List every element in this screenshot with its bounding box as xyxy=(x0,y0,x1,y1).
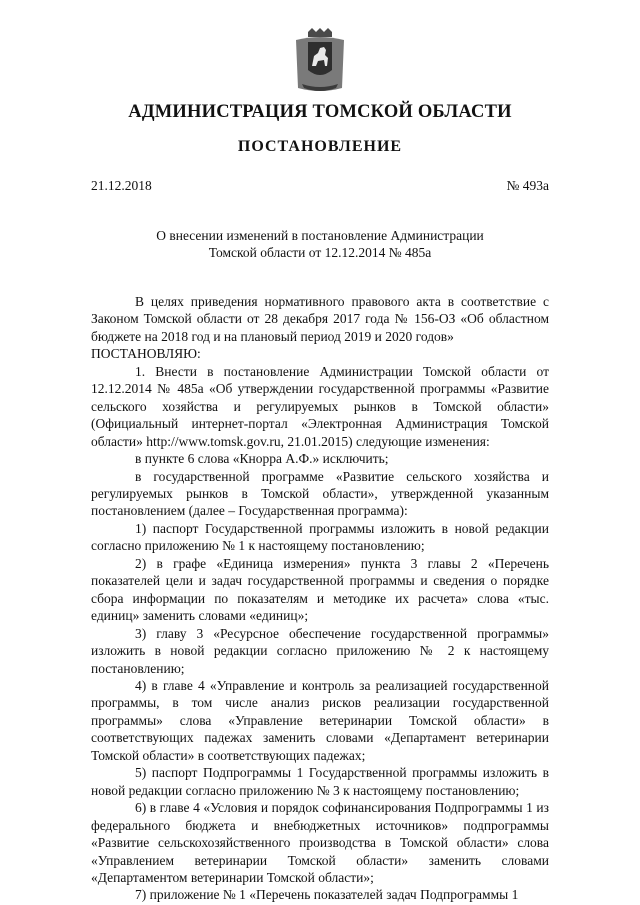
body-paragraph: 7) приложение № 1 «Перечень показателей задач Подпрограммы 1 xyxy=(135,887,519,903)
subject-line: Томской области от 12.12.2014 № 485а xyxy=(208,245,432,260)
coat-of-arms-icon xyxy=(294,28,346,94)
resolve-heading: ПОСТАНОВЛЯЮ: xyxy=(91,346,201,362)
document-type: ПОСТАНОВЛЕНИЕ xyxy=(237,138,403,155)
document-date: 21.12.2018 xyxy=(91,178,152,193)
body-paragraph: 4) в главе 4 «Управление и контроль за реализацией государственной программы, в том числе анализ рисков реализации государственной программы» слова «Управление ветеринарии Томской области» в соответствующих падежах заменить словами «Департамент ветеринарии Томской области» в соответствующих падежах; xyxy=(91,677,549,763)
preamble-paragraph: В целях приведения нормативного правового акта в соответствие с Законом Томской области от 28 декабря 2017 года № 156-ОЗ «Об областном бюджете на 2018 год и на плановый период 2019 и 2020 годов» xyxy=(91,294,549,344)
document-number: № 493а xyxy=(506,178,549,193)
body-paragraph: в государственной программе «Развитие сельского хозяйства и регулируемых рынков в Томской области», утвержденной указанным постановлением (далее – Государственная программа): xyxy=(91,468,549,519)
body-paragraph: в пункте 6 слова «Кнорра А.Ф.» исключить; xyxy=(135,451,389,467)
body-paragraph: 6) в главе 4 «Условия и порядок софинансирования Подпрограммы 1 из федерального бюджета и внебюджетных источников» подпрограммы «Развитие сельскохозяйственного производства в Томской области» слова «Управлением ветеринарии Томской области» заменить словами «Департаментом ветеринарии Томской области»; xyxy=(91,800,549,885)
body-paragraph: 5) паспорт Подпрограммы 1 Государственной программы изложить в новой редакции согласно приложению № 3 к настоящему постановлению; xyxy=(91,765,549,798)
document-subject xyxy=(91,227,549,261)
body-paragraph: 3) главу 3 «Ресурсное обеспечение государственной программы» изложить в новой редакции согласно приложению № 2 к настоящему постановлению; xyxy=(91,625,549,676)
organization-title: АДМИНИСТРАЦИЯ ТОМСКОЙ ОБЛАСТИ xyxy=(128,102,512,122)
body-paragraph: 2) в графе «Единица измерения» пункта 3 главы 2 «Перечень показателей цели и задач государственной программы и сведения о порядке сбора информации по показателям и методике их расчета» слова «тыс. единиц» заменить словами «единиц»; xyxy=(91,555,549,624)
document-body xyxy=(91,293,549,904)
body-paragraph: 1. Внести в постановление Администрации Томской области от 12.12.2014 № 485а «Об утверждении государственной программы «Развитие сельского хозяйства и регулируемых рынков в Томской области» (Официальный интернет-портал «Электронная Администрация Томской области» http://www.tomsk.gov.ru, 21.01.2015) следующие изменения: xyxy=(91,363,549,449)
subject-line: О внесении изменений в постановление Администрации xyxy=(156,228,484,243)
body-paragraph: 1) паспорт Государственной программы изложить в новой редакции согласно приложению № 1 к настоящему постановлению; xyxy=(91,520,549,554)
